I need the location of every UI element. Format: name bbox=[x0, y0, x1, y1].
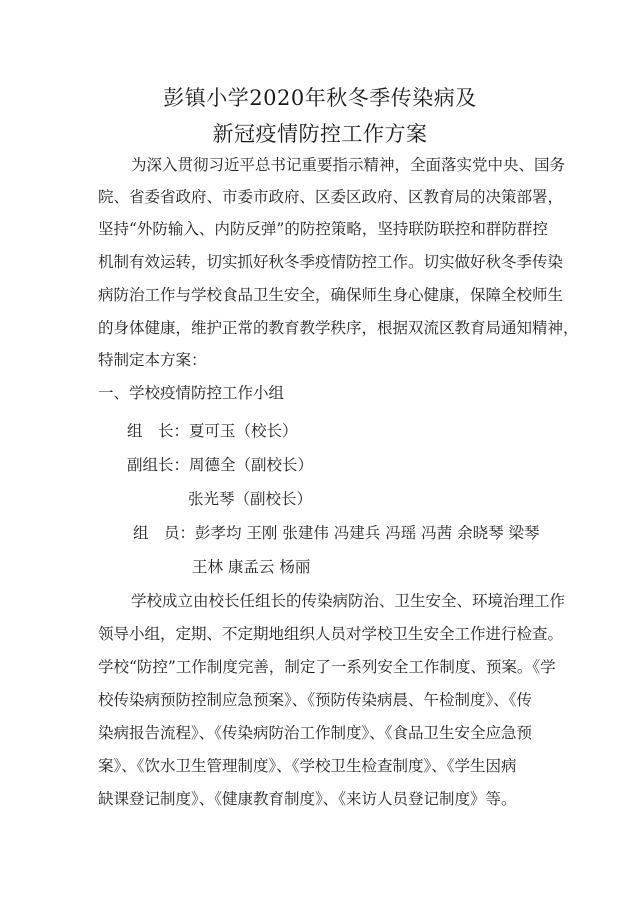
body-line-2: 领导小组，定期、不定期地组织人员对学校卫生安全工作进行检查。 bbox=[98, 625, 564, 643]
group-members-2: 王林 康孟云 杨丽 bbox=[192, 558, 311, 576]
intro-line-2: 院、省委省政府、市委市政府、区委区政府、区教育局的决策部署， bbox=[98, 188, 564, 206]
body-line-1: 学校成立由校长任组长的传染病防治、卫生安全、环境治理工作 bbox=[131, 592, 566, 610]
group-leader: 组 长：夏可玉（校长） bbox=[127, 422, 298, 440]
intro-line-1: 为深入贯彻习近平总书记重要指示精神，全面落实党中央、国务 bbox=[131, 156, 566, 174]
body-line-5: 染病报告流程》、《传染病防治工作制度》、《食品卫生安全应急预 bbox=[98, 724, 533, 742]
group-deputy-1: 副组长：周德全（副校长） bbox=[127, 456, 314, 474]
body-line-3: 学校“防控”工作制度完善，制定了一系列安全工作制度、预案。《学 bbox=[98, 658, 556, 676]
intro-line-3: 坚持“外防输入、内防反弹”的防控策略，坚持联防联控和群防群控 bbox=[98, 220, 548, 238]
document-title-line-2: 新冠疫情防控工作方案 bbox=[212, 122, 428, 146]
intro-line-5: 病防治工作与学校食品卫生安全，确保师生身心健康，保障全校师生 bbox=[98, 286, 564, 304]
body-line-4: 校传染病预防控制应急预案》、《预防传染病晨、午检制度》、《传 bbox=[98, 691, 533, 709]
document-title-line-1: 彭镇小学2020年秋冬季传染病及 bbox=[163, 86, 477, 110]
group-members-1: 组 员：彭孝均 王刚 张建伟 冯建兵 冯瑶 冯茜 余晓琴 梁琴 bbox=[133, 524, 540, 542]
intro-line-4: 机制有效运转，切实抓好秋冬季疫情防控工作。切实做好秋冬季传染 bbox=[98, 253, 564, 271]
group-deputy-2: 张光琴（副校长） bbox=[188, 490, 313, 508]
intro-line-7: 特制定本方案： bbox=[98, 351, 207, 369]
section-1-heading: 一、学校疫情防控工作小组 bbox=[98, 384, 285, 402]
body-line-6: 案》、《饮水卫生管理制度》、《学校卫生检查制度》、《学生因病 bbox=[98, 757, 517, 775]
body-line-7: 缺课登记制度》、《健康教育制度》、《来访人员登记制度》等。 bbox=[98, 790, 517, 808]
intro-line-6: 的身体健康，维护正常的教育教学秩序，根据双流区教育局通知精神， bbox=[98, 319, 579, 337]
